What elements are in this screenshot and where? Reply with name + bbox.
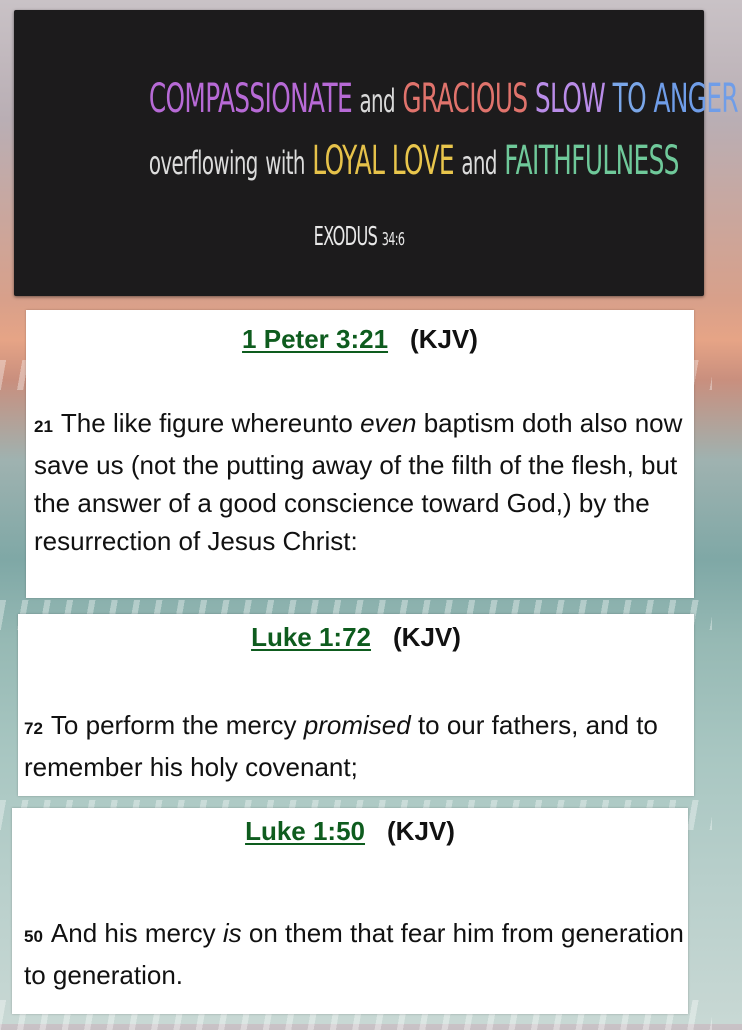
- banner-word: FAITHFULNESS: [504, 138, 679, 184]
- banner-word: overflowing: [148, 144, 258, 182]
- banner-reference-book: EXODUS: [313, 222, 378, 252]
- banner-word: SLOW: [534, 76, 606, 122]
- verse-text-part: baptism doth also now save us (not the putting away of the filth of the flesh, but the answer of a good conscience toward God,) by the resurrection of Jesus Christ:: [34, 408, 683, 556]
- verse-text-italic: is: [222, 918, 242, 948]
- verse-banner: [14, 10, 739, 296]
- banner-word: with: [265, 144, 305, 182]
- verse-text-italic: even: [360, 408, 417, 438]
- verse-card: [26, 310, 694, 598]
- verse-card-header: [26, 324, 694, 355]
- banner-word: TO: [612, 76, 647, 122]
- banner-reference-num: 34:6: [381, 229, 405, 250]
- banner-word: and: [461, 144, 497, 182]
- verse-text-part: to our fathers, and to remember his holy covenant;: [24, 710, 658, 782]
- verse-text-part: The like figure whereunto: [60, 408, 361, 438]
- banner-line-1: [145, 76, 739, 122]
- banner-line-2: [145, 138, 679, 184]
- verse-text-part: To perform the mercy: [50, 710, 304, 740]
- verse-number: 72: [24, 719, 43, 738]
- verse-text-part: And his mercy: [50, 918, 223, 948]
- verse-text-part: on them that fear him from generation to generation.: [24, 918, 684, 990]
- verse-number: 50: [24, 927, 43, 946]
- banner-word: LOYAL: [312, 138, 385, 184]
- verse-card: [18, 614, 694, 796]
- banner-word: COMPASSIONATE: [148, 76, 353, 122]
- banner-word: ANGER: [653, 76, 739, 122]
- banner-word: GRACIOUS: [402, 76, 528, 122]
- verse-card: [12, 808, 688, 1014]
- verse-reference-link[interactable]: 1 Peter 3:21: [242, 324, 389, 354]
- banner-reference: [145, 222, 573, 252]
- verse-reference-link[interactable]: Luke 1:50: [245, 816, 366, 846]
- verse-card-header: [18, 622, 694, 653]
- version-label: (KJV): [387, 816, 455, 846]
- verse-text-italic: promised: [303, 710, 411, 740]
- banner-word: and: [359, 82, 395, 120]
- verse-text: [24, 914, 684, 994]
- verse-text: [34, 404, 686, 560]
- version-label: (KJV): [410, 324, 478, 354]
- verse-number: 21: [34, 417, 53, 436]
- verse-card-header: [12, 816, 688, 847]
- banner-word: LOVE: [391, 138, 454, 184]
- verse-reference-link[interactable]: Luke 1:72: [251, 622, 372, 652]
- verse-text: [24, 706, 688, 786]
- version-label: (KJV): [393, 622, 461, 652]
